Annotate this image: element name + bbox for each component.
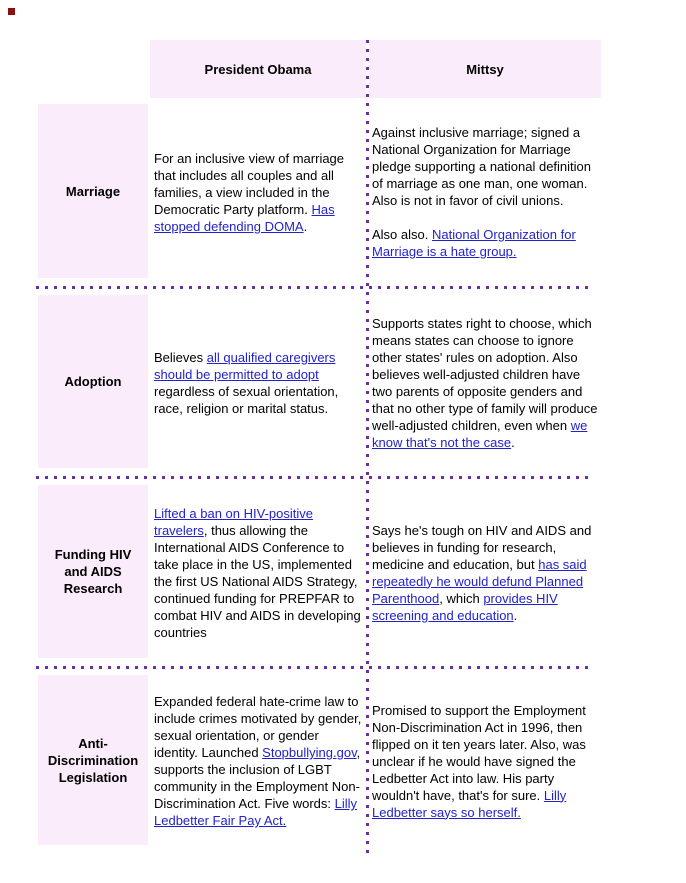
cell-mittsy (372, 98, 600, 286)
row-header: Marriage (38, 104, 148, 278)
column-header-obama (150, 40, 366, 98)
table-row (0, 289, 686, 476)
inline-link[interactable]: Lilly Ledbetter says so herself. (372, 787, 567, 820)
cell-paragraph: Against inclusive marriage; signed a National Organization for Marriage pledge supporting a national definition of marriage as one man, one woman. Also is not in favor of civil unions. (372, 125, 592, 208)
column-header-label: Mittsy (466, 61, 504, 77)
cell-paragraph: Supports states right to choose, which means states can choose to ignore other states' rules on adoption. Also believes well-adjusted children have two parents of opposite genders and that no other type of family will produce well-adjusted children, even when we know that's not the case. (372, 315, 598, 450)
column-header-label: President Obama (204, 61, 312, 77)
cell-paragraph: Promised to support the Employment Non-Discrimination Act in 1996, then flipped on it ten years later. Also, was unclear if he would have signed the Ledbetter Act into law. His party wouldn't have, that's for sure. Lilly Ledbetter says so herself. (372, 702, 586, 820)
inline-link[interactable]: we know that's not the case (372, 417, 588, 450)
row-header: Funding HIV and AIDS Research (38, 485, 148, 658)
cell-paragraph: For an inclusive view of marriage that includes all couples and all families, a view included in the Democratic Party platform. Has stopped defending DOMA. (154, 150, 345, 234)
red-square-marker (8, 8, 15, 15)
table-row (0, 669, 686, 853)
cell-obama (154, 479, 362, 666)
inline-link[interactable]: Stopbullying.gov (262, 745, 357, 760)
cell-mittsy (372, 669, 600, 853)
cell-paragraph: Also also. National Organization for Marriage is a hate group. (372, 227, 576, 259)
inline-link[interactable]: National Organization for Marriage is a hate group. (372, 227, 576, 259)
inline-link[interactable]: has said repeatedly he would defund Planned Parenthood (372, 556, 587, 606)
cell-paragraph: Believes all qualified caregivers should be permitted to adopt regardless of sexual orientation, race, religion or marital status. (154, 349, 339, 416)
table-row (0, 479, 686, 666)
table-row (0, 98, 686, 286)
inline-link[interactable]: Lifted a ban on HIV-positive travelers (154, 505, 313, 538)
inline-link[interactable]: all qualified caregivers should be permitted to adopt (154, 349, 336, 382)
cell-paragraph: Says he's tough on HIV and AIDS and believes in funding for research, medicine and education, but has said repeatedly he would defund Planned Parenthood, which provides HIV screening and education. (372, 522, 592, 623)
cell-mittsy (372, 289, 600, 476)
row-divider-dotted (36, 286, 594, 289)
cell-paragraph: Lifted a ban on HIV-positive travelers, thus allowing the International AIDS Conference to take place in the US, implemented the first US National AIDS Strategy, continued funding for PREPFAR to combat HIV and AIDS in developing countries (154, 505, 361, 640)
row-header: Anti-Discrimination Legislation (38, 675, 148, 845)
cell-mittsy (372, 479, 600, 666)
inline-link[interactable]: Has stopped defending DOMA (154, 201, 335, 234)
row-divider-dotted (36, 476, 594, 479)
row-divider-dotted (36, 666, 594, 669)
cell-obama (154, 289, 362, 476)
cell-paragraph: Expanded federal hate-crime law to include crimes motivated by gender, sexual orientation, or gender identity. Launched Stopbullying.gov, supports the inclusion of LGBT community in the Employment Non-Discrimination Act. Five words: Lilly Ledbetter Fair Pay Act. (154, 694, 362, 828)
cell-obama (154, 98, 362, 286)
inline-link[interactable]: Lilly Ledbetter Fair Pay Act. (154, 796, 358, 828)
cell-obama (154, 669, 362, 853)
row-header: Adoption (38, 295, 148, 468)
column-divider-dotted (366, 40, 369, 853)
column-header-mittsy (369, 40, 601, 98)
inline-link[interactable]: provides HIV screening and education (372, 590, 558, 623)
